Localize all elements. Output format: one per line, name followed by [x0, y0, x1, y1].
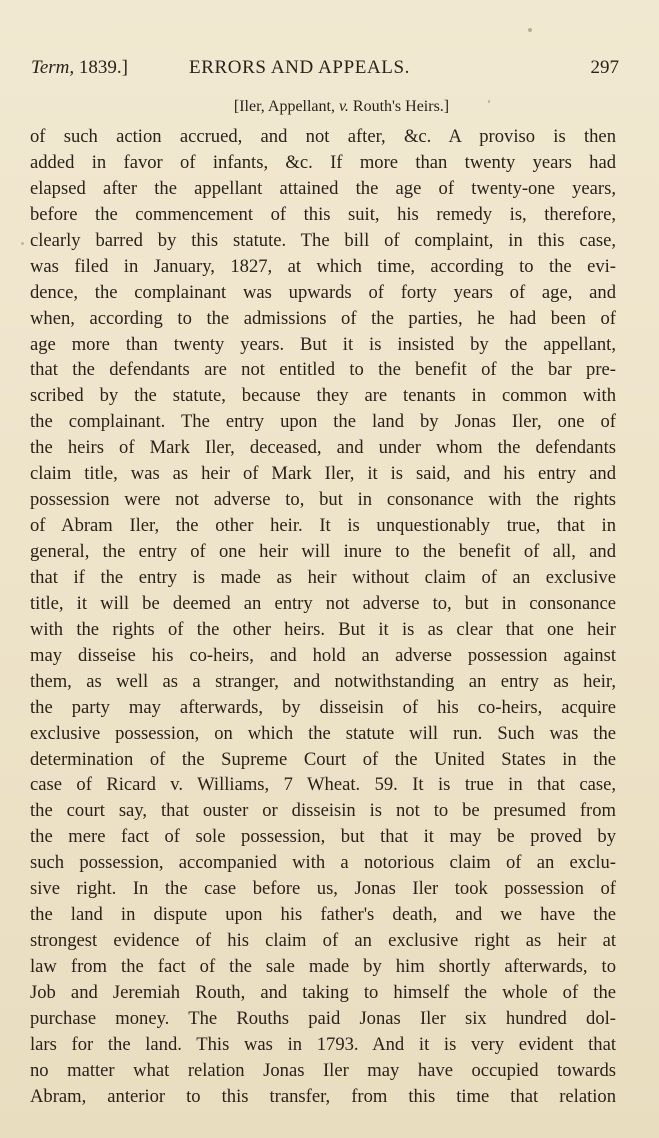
caption-appellant: Iler, Appellant,	[239, 98, 335, 115]
text-line: that the defendants are not entitled to the benefit of the bar pre-	[30, 359, 616, 381]
page-number: 297	[590, 57, 619, 78]
text-line: Job and Jeremiah Routh, and taking to himself the whole of the	[30, 981, 616, 1003]
text-line: claim title, was as heir of Mark Iler, it is said, and his entry and	[30, 463, 616, 485]
text-line: them, as well as a stranger, and notwithstanding an entry as heir,	[30, 670, 616, 692]
text-line: added in favor of infants, &c. If more than twenty years had	[30, 151, 616, 173]
text-line: of Abram Iler, the other heir. It is unquestionably true, that in	[30, 515, 616, 537]
body-text	[30, 124, 616, 1110]
text-line: of such action accrued, and not after, &c. A proviso is then	[30, 126, 616, 147]
header-term-word: Term,	[31, 57, 75, 78]
text-line: dence, the complainant was upwards of forty years of age, and	[30, 281, 616, 303]
caption-open-bracket: [	[233, 98, 240, 115]
text-line: elapsed after the appellant attained the age of twenty-one years,	[30, 177, 616, 199]
header-term-year: 1839.]	[78, 57, 128, 78]
running-title: ERRORS AND APPEALS.	[189, 57, 410, 78]
text-line: the land in dispute upon his father's death, and we have the	[30, 904, 616, 926]
text-line: exclusive possession, on which the statute will run. Such was the	[30, 722, 616, 744]
paper-speck	[528, 28, 532, 32]
text-line: may disseise his co-heirs, and hold an adverse possession against	[30, 644, 616, 666]
text-line: the heirs of Mark Iler, deceased, and under whom the defendants	[30, 437, 616, 459]
text-line: purchase money. The Rouths paid Jonas Iler six hundred dol-	[30, 1007, 616, 1029]
text-line: strongest evidence of his claim of an exclusive right as heir at	[30, 930, 616, 952]
caption-versus: v.	[338, 98, 349, 115]
text-line: the mere fact of sole possession, but that it may be proved by	[30, 826, 616, 848]
text-line: such possession, accompanied with a notorious claim of an exclu-	[30, 852, 616, 874]
text-line: determination of the Supreme Court of the United States in the	[30, 748, 616, 770]
caption-close-bracket: ]	[443, 98, 450, 115]
paper-speck	[21, 242, 24, 245]
text-line: that if the entry is made as heir without claim of an exclusive	[30, 566, 616, 588]
text-line: general, the entry of one heir will inure to the benefit of all, and	[30, 541, 616, 562]
text-line: when, according to the admissions of the parties, he had been of	[30, 307, 616, 329]
text-line: no matter what relation Jonas Iler may have occupied towards	[30, 1059, 616, 1081]
text-line: the party may afterwards, by disseisin of his co-heirs, acquire	[30, 696, 616, 718]
text-line: law from the fact of the sale made by him shortly afterwards, to	[30, 956, 616, 977]
text-line: possession were not adverse to, but in consonance with the rights	[30, 489, 616, 511]
text-line: age more than twenty years. But it is insisted by the appellant,	[30, 333, 616, 355]
paper-speck	[488, 100, 490, 103]
text-line: was filed in January, 1827, at which time, according to the evi-	[30, 255, 616, 277]
text-line: case of Ricard v. Williams, 7 Wheat. 59. It is true in that case,	[30, 774, 616, 796]
header-term	[31, 57, 128, 79]
text-line: the complainant. The entry upon the land by Jonas Iler, one of	[30, 411, 616, 433]
text-line: with the rights of the other heirs. But it is as clear that one heir	[30, 618, 616, 640]
caption-respondent: Routh's Heirs.	[352, 98, 444, 115]
text-line: sive right. In the case before us, Jonas Iler took possession of	[30, 878, 616, 900]
text-line: before the commencement of this suit, his remedy is, therefore,	[30, 203, 616, 225]
text-line: title, it will be deemed an entry not adverse to, but in consonance	[30, 592, 616, 614]
running-header	[31, 57, 619, 83]
text-line: Abram, anterior to this transfer, from this time that relation	[30, 1085, 616, 1107]
text-line: clearly barred by this statute. The bill of complaint, in this case,	[30, 229, 616, 251]
text-line: the court say, that ouster or disseisin is not to be presumed from	[30, 800, 616, 822]
case-caption	[0, 98, 659, 116]
text-line: lars for the land. This was in 1793. And it is very evident that	[30, 1033, 616, 1055]
text-line: scribed by the statute, because they are tenants in common with	[30, 385, 616, 407]
